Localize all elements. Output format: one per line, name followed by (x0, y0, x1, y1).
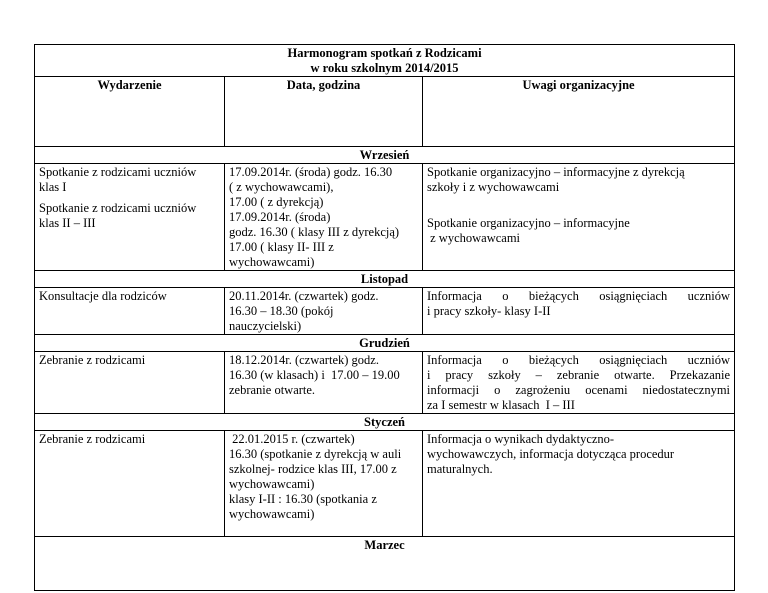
month-row-september (35, 147, 735, 164)
header-event: Wydarzenie (35, 77, 225, 147)
notes-line: i pracy szkoły- klasy I-II (427, 304, 551, 318)
month-label-december: Grudzień (35, 335, 735, 352)
month-label-march: Marzec (35, 537, 735, 591)
event-line: klas I (39, 180, 67, 194)
date-line: zebranie otwarte. (229, 383, 316, 397)
date-line: 16.30 (w klasach) i 17.00 – 19.00 (229, 368, 400, 382)
notes-line: szkoły i z wychowawcami (427, 180, 560, 194)
date-line: 17.00 ( klasy II- III z (229, 240, 334, 254)
notes-line: Informacja o bieżących osiągnięciach uczniów (427, 289, 731, 303)
table-row (35, 288, 735, 335)
date-line: 20.11.2014r. (czwartek) godz. (229, 289, 379, 303)
event-cell: Zebranie z rodzicami (35, 431, 225, 537)
date-cell (225, 431, 423, 537)
date-line: szkolnej- rodzice klas III, 17.00 z (229, 462, 397, 476)
schedule-table (34, 44, 735, 591)
date-cell (225, 352, 423, 414)
event-line: Spotkanie z rodzicami uczniów (39, 201, 197, 215)
title-line-2: w roku szkolnym 2014/2015 (310, 61, 459, 75)
month-label-september: Wrzesień (35, 147, 735, 164)
notes-line: wychowawczych, informacja dotycząca procedur (427, 447, 675, 461)
date-line: 17.09.2014r. (środa) (229, 210, 331, 224)
month-row-march (35, 537, 735, 591)
notes-line: z wychowawcami (427, 231, 521, 245)
header-date: Data, godzina (225, 77, 423, 147)
title-row (35, 45, 735, 77)
month-label-november: Listopad (35, 271, 735, 288)
table-title (35, 45, 735, 77)
date-cell (225, 288, 423, 335)
notes-line: informacji o zagrożeniu ocenami niedostatecznymi (427, 383, 731, 397)
date-line: nauczycielski) (229, 319, 302, 333)
date-line: ( z wychowawcami), (229, 180, 334, 194)
header-row (35, 77, 735, 147)
date-line: wychowawcami) (229, 477, 315, 491)
date-line: 18.12.2014r. (czwartek) godz. (229, 353, 379, 367)
date-line: 16.30 (spotkanie z dyrekcją w auli (229, 447, 402, 461)
notes-cell (423, 431, 735, 537)
table-row (35, 431, 735, 537)
notes-line: maturalnych. (427, 462, 493, 476)
title-line-1: Harmonogram spotkań z Rodzicami (287, 46, 482, 60)
month-label-january: Styczeń (35, 414, 735, 431)
table-row (35, 352, 735, 414)
event-cell (35, 164, 225, 271)
date-line: godz. 16.30 ( klasy III z dyrekcją) (229, 225, 400, 239)
month-row-november (35, 271, 735, 288)
month-row-december (35, 335, 735, 352)
date-line: 22.01.2015 r. (czwartek) (229, 432, 355, 446)
date-line: klasy I-II : 16.30 (spotkania z (229, 492, 377, 506)
date-line: wychowawcami) (229, 255, 315, 269)
notes-line: Spotkanie organizacyjno – informacyjne (427, 216, 630, 230)
notes-line: i pracy szkoły – zebranie otwarte. Przekazanie (427, 368, 731, 382)
notes-cell (423, 352, 735, 414)
notes-line: Informacja o bieżących osiągnięciach uczniów (427, 353, 731, 367)
event-line: klas II – III (39, 216, 96, 230)
date-line: 16.30 – 18.30 (pokój (229, 304, 334, 318)
date-cell (225, 164, 423, 271)
table-row (35, 164, 735, 271)
event-line: Spotkanie z rodzicami uczniów (39, 165, 197, 179)
date-line: 17.00 ( z dyrekcją) (229, 195, 324, 209)
event-cell: Konsultacje dla rodziców (35, 288, 225, 335)
notes-line: Spotkanie organizacyjno – informacyjne z dyrekcją (427, 165, 685, 179)
date-line: wychowawcami) (229, 507, 315, 521)
notes-line: za I semestr w klasach I – III (427, 398, 575, 412)
date-line: 17.09.2014r. (środa) godz. 16.30 (229, 165, 393, 179)
notes-cell (423, 288, 735, 335)
notes-line: Informacja o wynikach dydaktyczno- (427, 432, 615, 446)
notes-cell (423, 164, 735, 271)
month-row-january (35, 414, 735, 431)
event-cell: Zebranie z rodzicami (35, 352, 225, 414)
header-notes: Uwagi organizacyjne (423, 77, 735, 147)
